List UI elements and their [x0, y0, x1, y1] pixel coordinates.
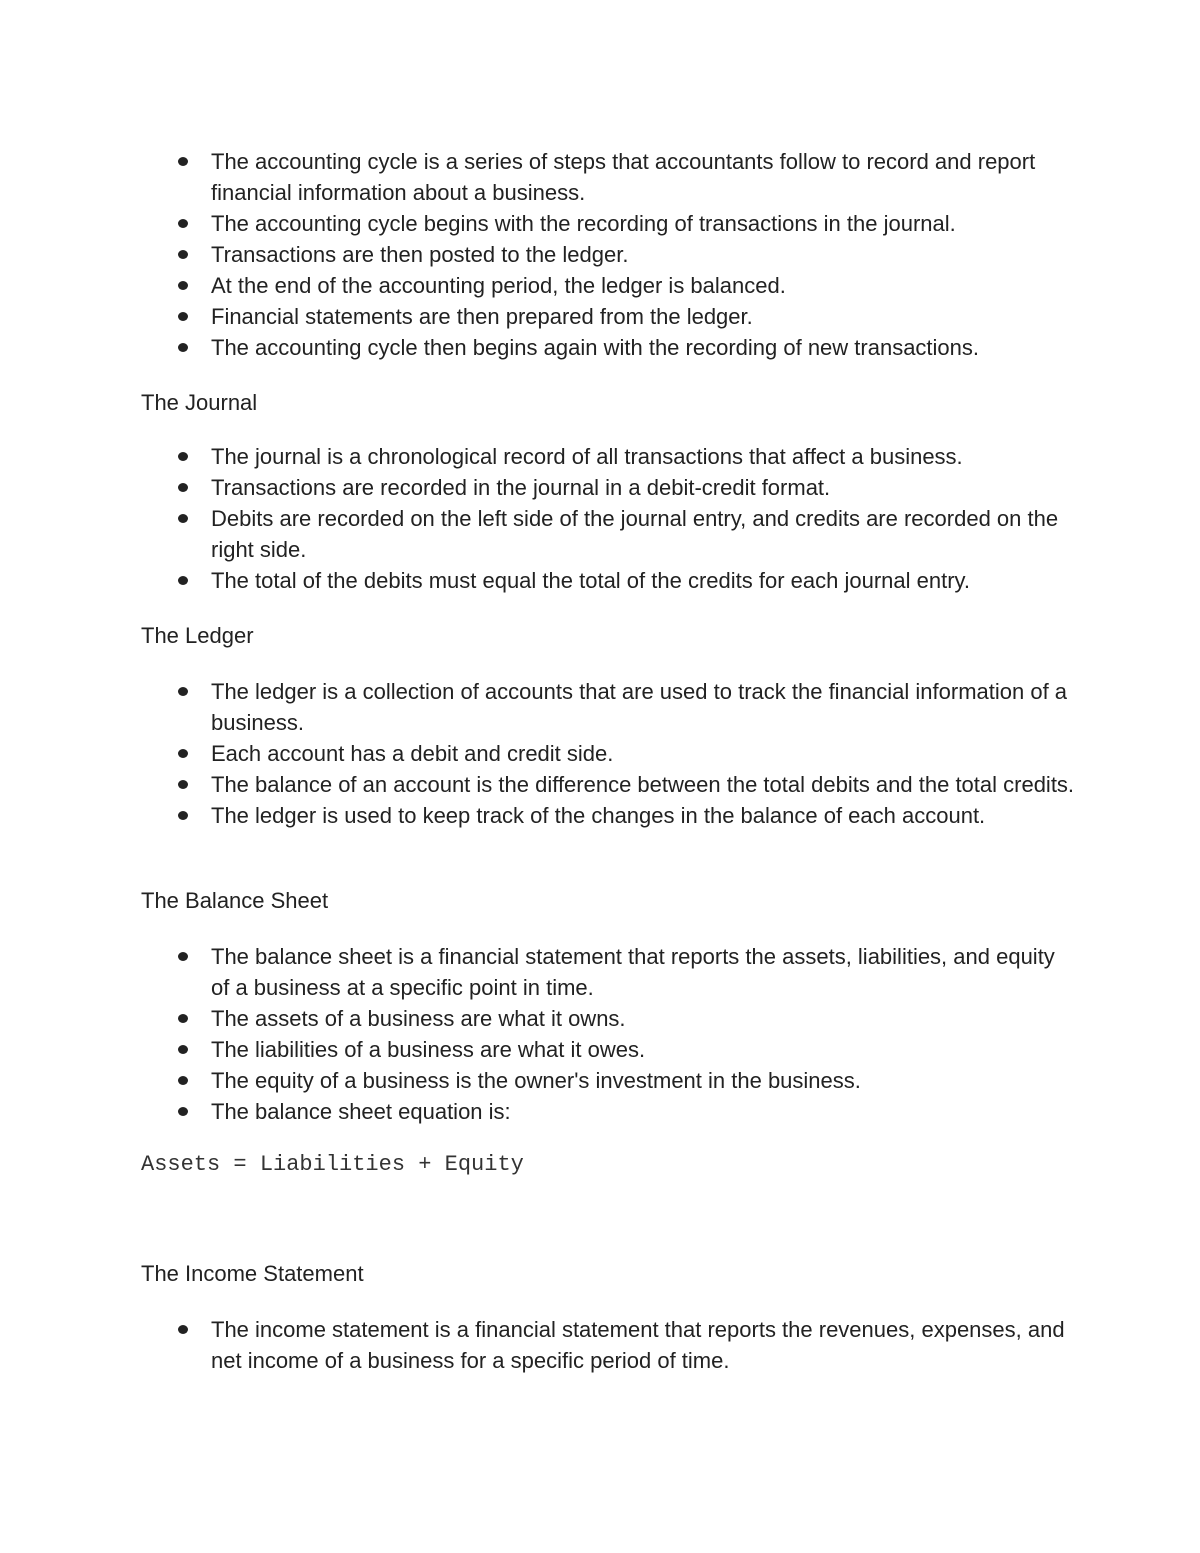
- bullet-icon: [178, 811, 188, 820]
- section-heading-income-statement: The Income Statement: [141, 1261, 364, 1286]
- section-heading-balance-sheet: The Balance Sheet: [141, 888, 329, 913]
- list-item: The balance of an account is the difference between the total debits and the total credits.: [176, 769, 1076, 800]
- list-item: The total of the debits must equal the total of the credits for each journal entry.: [176, 565, 1076, 596]
- bullet-icon: [178, 749, 188, 758]
- bullet-icon: [178, 1325, 188, 1334]
- list-item: The income statement is a financial statement that reports the revenues, expenses, and net income of a business for a specific period of time.: [176, 1314, 1076, 1376]
- list-item: The ledger is used to keep track of the changes in the balance of each account.: [176, 800, 1076, 831]
- list-item: The ledger is a collection of accounts that are used to track the financial information of a business.: [176, 676, 1076, 738]
- bullet-icon: [178, 250, 188, 259]
- bullet-icon: [178, 1107, 188, 1116]
- bullet-icon: [178, 343, 188, 352]
- intro-bullet-list: [176, 146, 1076, 363]
- section-heading-ledger: The Ledger: [141, 623, 254, 648]
- bullet-icon: [178, 157, 188, 166]
- bullet-icon: [178, 1014, 188, 1023]
- list-item: The balance sheet equation is:: [176, 1096, 1076, 1127]
- section-heading-journal: The Journal: [141, 390, 258, 415]
- bullet-icon: [178, 576, 188, 585]
- bullet-icon: [178, 687, 188, 696]
- list-item: The accounting cycle begins with the recording of transactions in the journal.: [176, 208, 1076, 239]
- list-item: Each account has a debit and credit side.: [176, 738, 1076, 769]
- list-item: The accounting cycle then begins again with the recording of new transactions.: [176, 332, 1076, 363]
- list-item: The liabilities of a business are what it owes.: [176, 1034, 1076, 1065]
- bullet-icon: [178, 1076, 188, 1085]
- list-item: The assets of a business are what it owns.: [176, 1003, 1076, 1034]
- bullet-icon: [178, 452, 188, 461]
- balance-sheet-equation: Assets = Liabilities + Equity: [141, 1152, 524, 1177]
- bullet-icon: [178, 219, 188, 228]
- bullet-icon: [178, 952, 188, 961]
- ledger-bullet-list: [176, 676, 1076, 831]
- list-item: At the end of the accounting period, the ledger is balanced.: [176, 270, 1076, 301]
- bullet-icon: [178, 514, 188, 523]
- bullet-icon: [178, 312, 188, 321]
- list-item: Debits are recorded on the left side of the journal entry, and credits are recorded on the right side.: [176, 503, 1076, 565]
- list-item: Transactions are then posted to the ledger.: [176, 239, 1076, 270]
- balance-sheet-bullet-list: [176, 941, 1076, 1127]
- list-item: Transactions are recorded in the journal in a debit-credit format.: [176, 472, 1076, 503]
- list-item: The accounting cycle is a series of steps that accountants follow to record and report financial information about a business.: [176, 146, 1076, 208]
- list-item: The balance sheet is a financial statement that reports the assets, liabilities, and equity of a business at a specific point in time.: [176, 941, 1076, 1003]
- list-item: Financial statements are then prepared from the ledger.: [176, 301, 1076, 332]
- bullet-icon: [178, 281, 188, 290]
- bullet-icon: [178, 1045, 188, 1054]
- bullet-icon: [178, 483, 188, 492]
- list-item: The equity of a business is the owner's investment in the business.: [176, 1065, 1076, 1096]
- income-statement-bullet-list: [176, 1314, 1076, 1376]
- journal-bullet-list: [176, 441, 1076, 596]
- list-item: The journal is a chronological record of all transactions that affect a business.: [176, 441, 1076, 472]
- bullet-icon: [178, 780, 188, 789]
